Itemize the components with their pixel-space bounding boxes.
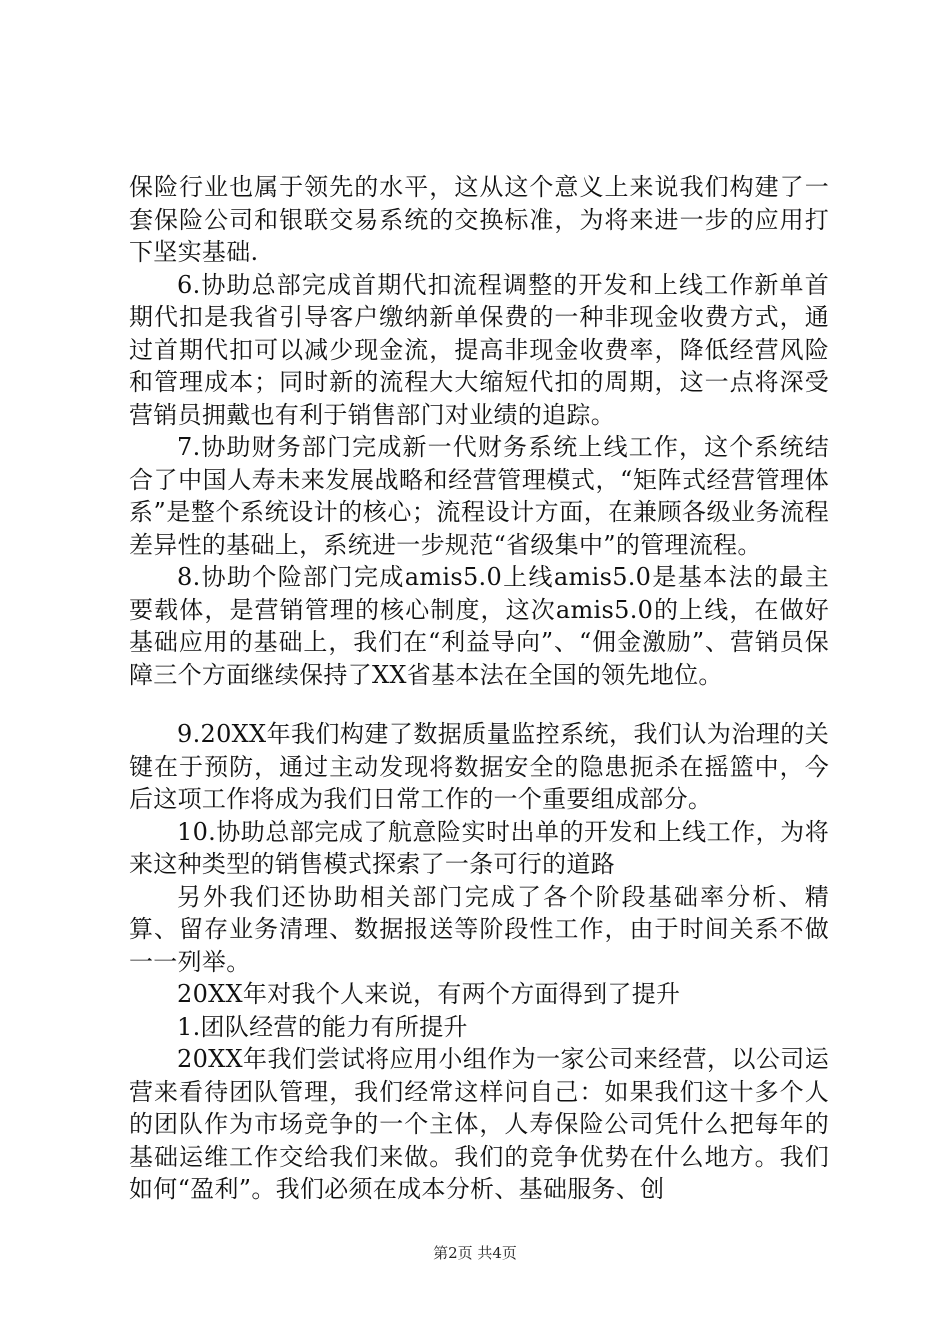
paragraph-item-6: 6.协助总部完成首期代扣流程调整的开发和上线工作新单首期代扣是我省引导客户缴纳新单保费的一种非现金收费方式，通过首期代扣可以减少现金流，提高非现金收费率，降低经营风险和管理成本；同时新的流程大大缩短代扣的周期，这一点将深受营销员拥戴也有利于销售部门对业绩的追踪。 <box>129 270 829 429</box>
paragraph-team-operation: 20XX年我们尝试将应用小组作为一家公司来经营，以公司运营来看待团队管理，我们经常这样问自己：如果我们这十多个人的团队作为市场竞争的一个主体，人寿保险公司凭什么把每年的基础运维工作交给我们来做。我们的竞争优势在什么地方。我们如何“盈利”。我们必须在成本分析、基础服务、创 <box>129 1045 829 1203</box>
paragraph-additional-work: 另外我们还协助相关部门完成了各个阶段基础率分析、精算、留存业务清理、数据报送等阶段性工作，由于时间关系不做一一列举。 <box>129 882 829 976</box>
paragraph-item-9: 9.20XX年我们构建了数据质量监控系统，我们认为治理的关键在于预防，通过主动发现将数据安全的隐患扼杀在摇篮中，今后这项工作将成为我们日常工作的一个重要组成部分。 <box>129 720 829 813</box>
paragraph-personal-improvement: 20XX年对我个人来说，有两个方面得到了提升 <box>177 980 681 1008</box>
paragraph-item-7: 7.协助财务部门完成新一代财务系统上线工作，这个系统结合了中国人寿未来发展战略和经营管理模式，“矩阵式经营管理体系”是整个系统设计的核心；流程设计方面，在兼顾各级业务流程差异性的基础上，系统进一步规范“省级集中”的管理流程。 <box>129 433 829 559</box>
page-number-footer: 第2页 共4页 <box>433 1244 517 1262</box>
paragraph-item-8: 8.协助个险部门完成amis5.0上线amis5.0是基本法的最主要载体，是营销管理的核心制度，这次amis5.0的上线，在做好基础应用的基础上，我们在“利益导向”、“佣金激励”、营销员保障三个方面继续保持了XX省基本法在全国的领先地位。 <box>129 563 829 689</box>
document-body <box>129 171 829 1206</box>
paragraph-item-10: 10.协助总部完成了航意险实时出单的开发和上线工作，为将来这种类型的销售模式探索了一条可行的道路 <box>129 817 829 878</box>
paragraph-continuation: 保险行业也属于领先的水平，这从这个意义上来说我们构建了一套保险公司和银联交易系统的交换标准，为将来进一步的应用打下坚实基础. <box>129 173 829 266</box>
paragraph-heading-team-ability: 1.团队经营的能力有所提升 <box>177 1012 468 1041</box>
